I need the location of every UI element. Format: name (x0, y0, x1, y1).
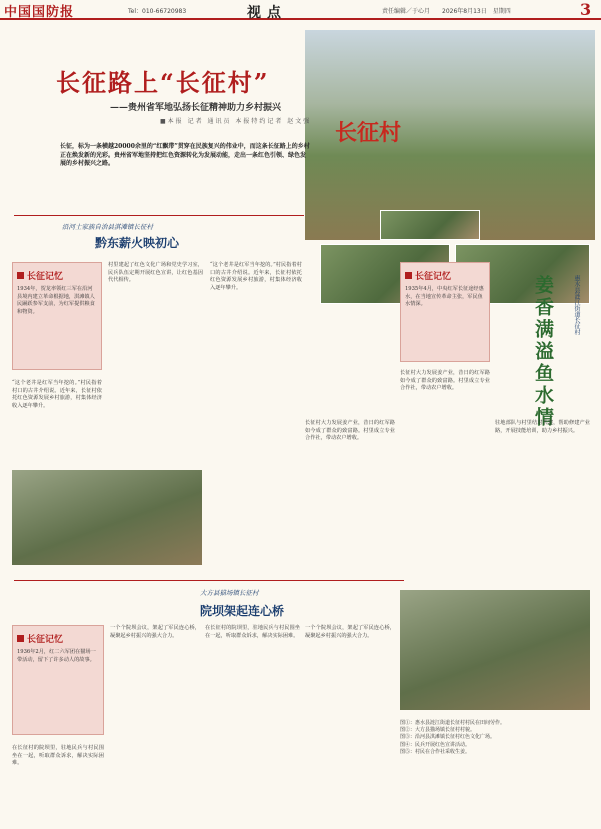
tel-number: Tel：010-66720983 (128, 8, 187, 15)
section2-title: 姜香满溢鱼水情 (532, 275, 554, 429)
section1-rule (14, 215, 304, 216)
section3-col-c: 在长征村的院坝里，驻地民兵与村民围坐在一起，听取群众诉求，解决实际困难。 (205, 625, 300, 639)
section1-title: 黔东薪火映初心 (95, 236, 180, 250)
flag-icon (17, 635, 24, 642)
section3-photo (400, 590, 590, 710)
section1-kicker: 沿河土家族自治县淇滩镇长征村 (62, 223, 153, 231)
section1-col-a: “这个老井是红军当年挖的。”村民指着村口的古井介绍说。近年来，长征村依托红色资源发展乡村旅游，村集体经济收入逐年攀升。 (12, 380, 102, 409)
section3-title: 院坝架起连心桥 (200, 604, 285, 618)
hero-photo (305, 30, 595, 240)
memo-text: 1936年2月，红二六军团在猫场一带活动，留下了许多动人的故事。 (17, 649, 96, 663)
section3-kicker: 大方县猫场镇长征村 (200, 589, 259, 597)
memo-text: 1934年，贺龙率领红三军在沿河县境内建立革命根据地，淇滩镇人民踊跃参军支前，为红军提供粮食和物资。 (17, 286, 95, 315)
page-number: 3 (580, 0, 592, 19)
hero-sign: 长征村 (335, 121, 402, 146)
section1-photo (12, 470, 202, 565)
memo-text: 1935年4月，中央红军长征途经惠水，在当地宣传革命主张，军民鱼水情深。 (405, 286, 484, 307)
issue-meta: 责任编辑／于心月 2026年8月13日 星期四 (382, 8, 511, 15)
section1-memo (12, 262, 102, 370)
memo-heading: 长征记忆 (17, 269, 97, 282)
photo-1 (380, 210, 480, 240)
memo-heading: 长征记忆 (17, 632, 99, 645)
photo-captions: 图①：惠水县涟江街道长征村村民在田间劳作。 图②：大方县猫场镇长征村村貌。 图③：沿河县淇滩镇长征村红色文化广场。 图④：民兵开展红色宣讲活动。 图⑤：村民在合作社采收生姜。 (400, 720, 506, 755)
byline: ■本报 记者 通讯员 本报特约记者 赵文强 (160, 118, 312, 125)
section2-col-a: 长征村大力发展姜产业，昔日的红军路如今成了群众的致富路。村里成立专业合作社，带动农户增收。 (400, 370, 490, 392)
section-name: 视点 (247, 5, 287, 21)
article-subtitle: ——贵州省军地弘扬长征精神助力乡村振兴 (110, 103, 282, 113)
section2-col-b: 驻地部队与村里结对共建，帮助修建产业路，开展技能培训，助力乡村振兴。 (495, 420, 590, 434)
section1-col-b: 村里建起了红色文化广场和党史学习室，民兵队伍定期开展红色宣讲，让红色基因代代相传。 (108, 262, 203, 284)
section3-col-b: 一个个院坝会议，架起了军民连心桥，凝聚起乡村振兴的强大合力。 (110, 625, 200, 639)
section3-col-a: 在长征村的院坝里，驻地民兵与村民围坐在一起，听取群众诉求，解决实际困难。 (12, 745, 104, 767)
section1-col-c: “这个老井是红军当年挖的。”村民指着村口的古井介绍说。近年来，长征村依托红色资源发展乡村旅游，村集体经济收入逐年攀升。 (210, 262, 302, 291)
section3-col-d: 一个个院坝会议，架起了军民连心桥，凝聚起乡村振兴的强大合力。 (305, 625, 395, 639)
section2-kicker: 惠水县涟江街道长征村 (573, 275, 580, 335)
newspaper-logo: 中国国防报 (4, 5, 75, 20)
section2-memo (400, 262, 490, 362)
lead-paragraph: 长征，标为一条横越20000余里的“红飘带”贯穿在民族复兴的伟业中，而这条长征路上的乡村正在焕发新的光彩。贵州省军地坚持把红色资源转化为发展动能，走出一条红色引领、绿色发展的乡村振兴之路。 (60, 143, 310, 167)
section3-memo (12, 625, 104, 735)
section2-col-c: 长征村大力发展姜产业，昔日的红军路如今成了群众的致富路。村里成立专业合作社，带动农户增收。 (305, 420, 395, 442)
memo-heading: 长征记忆 (405, 269, 485, 282)
article-title: 长征路上“长征村” (56, 68, 270, 97)
flag-icon (17, 272, 24, 279)
flag-icon (405, 272, 412, 279)
section3-rule (14, 580, 404, 581)
masthead (0, 0, 601, 20)
